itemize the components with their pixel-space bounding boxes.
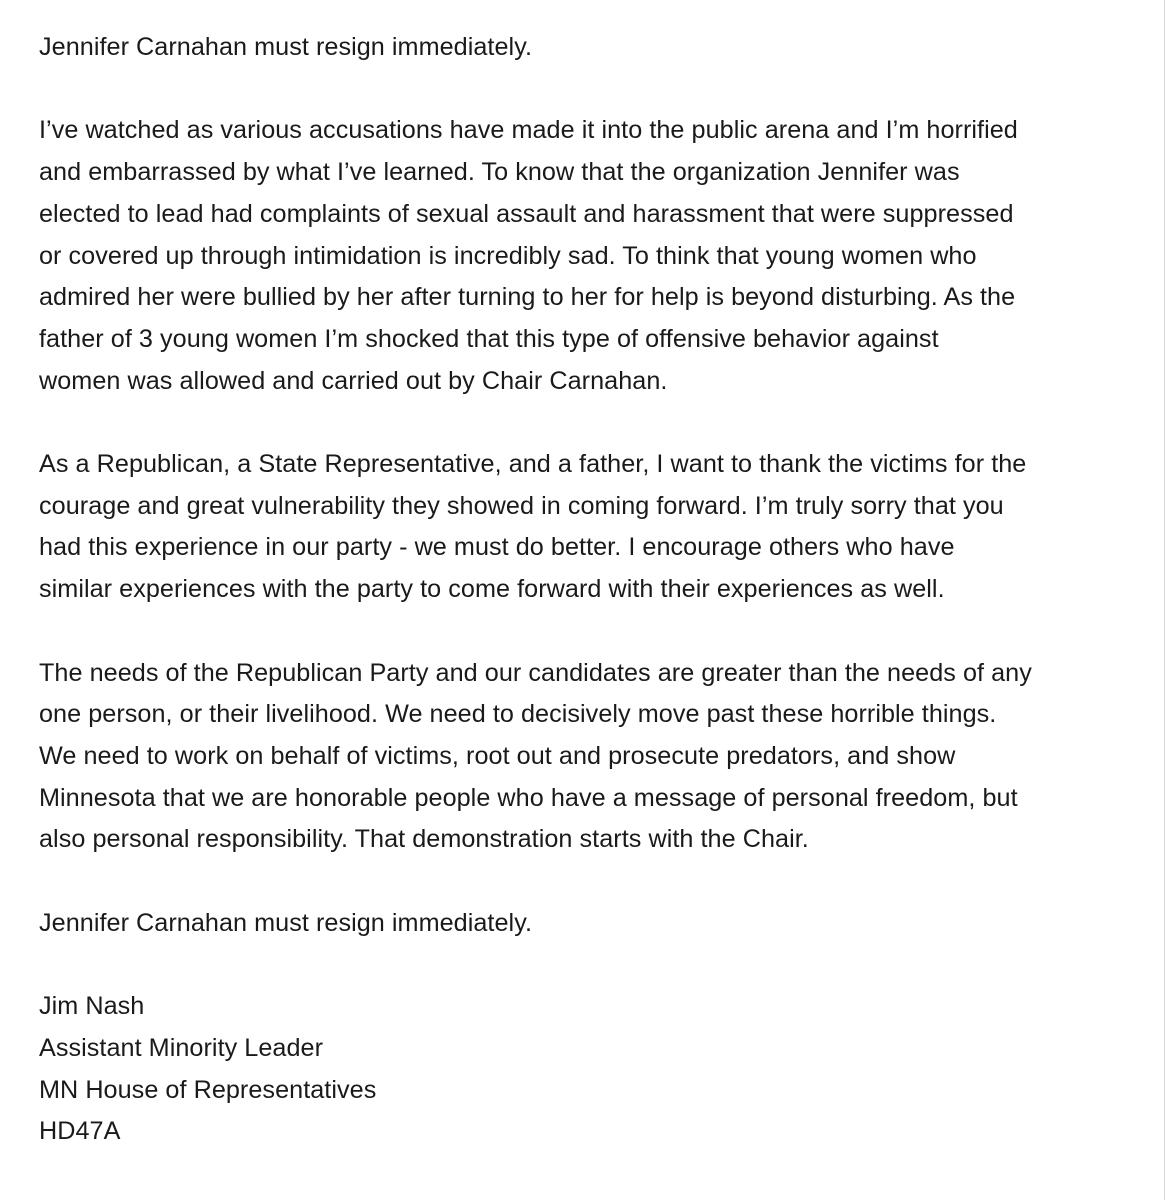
paragraph-line: I’ve watched as various accusations have made it into the public arena and I’m horrified (39, 116, 1018, 145)
paragraph-line: had this experience in our party - we must do better. I encourage others who have (39, 533, 955, 562)
paragraph-line: admired her were bullied by her after turning to her for help is beyond disturbing. As the (39, 283, 1016, 312)
paragraph-line: women was allowed and carried out by Chair Carnahan. (39, 366, 668, 395)
paragraph-thanks-victims (39, 444, 1129, 611)
paragraph-line: similar experiences with the party to come forward with their experiences as well. (39, 575, 945, 604)
paragraph-line: We need to work on behalf of victims, root out and prosecute predators, and show (39, 741, 956, 770)
opening-line: Jennifer Carnahan must resign immediately. (39, 33, 533, 61)
signature-district: HD47A (39, 1117, 121, 1146)
statement-body (39, 27, 1129, 1153)
paragraph-line: father of 3 young women I’m shocked that this type of offensive behavior against (39, 324, 939, 353)
signature-name: Jim Nash (39, 992, 145, 1021)
paragraph-line: The needs of the Republican Party and our candidates are greater than the needs of any (39, 658, 1032, 687)
paragraph-line: courage and great vulnerability they showed in coming forward. I’m truly sorry that you (39, 491, 1004, 520)
closing-line: Jennifer Carnahan must resign immediately. (39, 908, 533, 937)
paragraph-party-needs (39, 653, 1129, 862)
paragraph-line: elected to lead had complaints of sexual assault and harassment that were suppressed (39, 199, 1014, 228)
paragraph-line: Minnesota that we are honorable people who have a message of personal freedom, but (39, 783, 1018, 812)
paragraph-line: one person, or their livelihood. We need to decisively move past these horrible things. (39, 700, 997, 729)
signature-body: MN House of Representatives (39, 1075, 377, 1104)
paragraph-line: or covered up through intimidation is incredibly sad. To think that young women who (39, 241, 977, 270)
paragraph-line: and embarrassed by what I’ve learned. To know that the organization Jennifer was (39, 158, 960, 187)
signature-title: Assistant Minority Leader (39, 1033, 324, 1062)
paragraph-line: also personal responsibility. That demonstration starts with the Chair. (39, 825, 809, 854)
paragraph-line: As a Republican, a State Representative, and a father, I want to thank the victims for the (39, 450, 1027, 478)
paragraph-accusations (39, 110, 1129, 402)
signature-block (39, 986, 1129, 1153)
